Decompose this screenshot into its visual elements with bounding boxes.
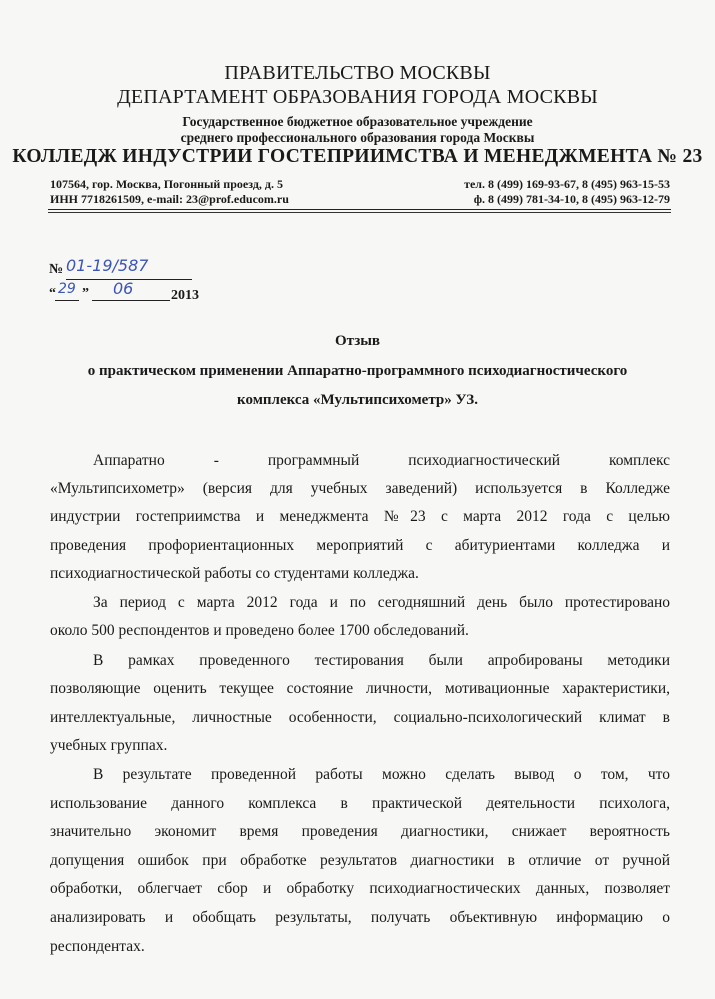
reference-number-label: № bbox=[49, 262, 64, 277]
body-line: обработки, облегчает сбор и обработку психодиагностических данных, позволяет bbox=[50, 880, 670, 897]
body-line: «Мультипсихометр» (версия для учебных заведений) используется в Колледже bbox=[50, 480, 670, 497]
body-line: психодиагностической работы со студентами колледжа. bbox=[50, 565, 419, 582]
body-line: использование данного комплекса в практической деятельности психолога, bbox=[50, 795, 670, 812]
letterhead-government: ПРАВИТЕЛЬСТВО МОСКВЫ bbox=[224, 62, 491, 84]
letterhead-divider-thin bbox=[48, 212, 671, 213]
body-line: интеллектуальные, личностные особенности, социально-психологический климат в bbox=[50, 709, 670, 726]
letterhead-address: 107564, гор. Москва, Погонный проезд, д. 5 bbox=[50, 177, 283, 191]
letterhead-institution-line2: среднего профессионального образования города Москвы bbox=[180, 130, 535, 145]
date-quote-open: “ bbox=[49, 286, 56, 301]
body-line: Аппаратно - программный психодиагностический комплекс bbox=[93, 452, 670, 469]
letterhead-divider bbox=[48, 209, 671, 210]
date-year: 2013 bbox=[171, 288, 199, 303]
letterhead-inn-email: ИНН 7718261509, e-mail: 23@prof.educom.ru bbox=[50, 192, 289, 206]
reference-number-handwritten: 01-19/587 bbox=[66, 256, 149, 275]
letterhead-phone: тел. 8 (499) 169-93-67, 8 (495) 963-15-53 bbox=[464, 177, 670, 191]
document-subtitle-line1: о практическом применении Аппаратно-программного психодиагностического bbox=[87, 363, 628, 379]
body-line: допущения ошибок при обработке результатов диагностики в отличие от ручной bbox=[50, 852, 670, 869]
body-line: позволяющие оценить текущее состояние личности, мотивационные характеристики, bbox=[50, 680, 670, 697]
body-line: В результате проведенной работы можно сделать вывод о том, что bbox=[93, 766, 670, 783]
body-line: респондентах. bbox=[50, 938, 145, 955]
body-line: анализировать и обобщать результаты, получать объективную информацию о bbox=[50, 909, 670, 926]
body-line: учебных группах. bbox=[50, 737, 168, 754]
date-day-handwritten: 29 bbox=[58, 281, 76, 297]
letterhead-department: ДЕПАРТАМЕНТ ОБРАЗОВАНИЯ ГОРОДА МОСКВЫ bbox=[117, 86, 598, 108]
date-quote-close: ” bbox=[82, 286, 89, 301]
document-subtitle-line2: комплекса «Мультипсихометр» УЗ. bbox=[237, 392, 478, 408]
body-line: около 500 респондентов и проведено более 1700 обследований. bbox=[50, 622, 469, 639]
letterhead-college-name: КОЛЛЕДЖ ИНДУСТРИИ ГОСТЕПРИИМСТВА И МЕНЕДЖМЕНТА № 23 bbox=[12, 146, 703, 167]
body-line: индустрии гостеприимства и менеджмента №23 с марта 2012 года с целью bbox=[50, 508, 670, 525]
body-line: проведения профориентационных мероприятий с абитуриентами колледжа и bbox=[50, 537, 670, 554]
body-line: значительно экономит время проведения диагностики, снижает вероятность bbox=[50, 823, 670, 840]
body-line: За период с марта 2012 года и по сегодняшний день было протестировано bbox=[93, 594, 670, 611]
letterhead-fax: ф. 8 (499) 781-34-10, 8 (495) 963-12-79 bbox=[473, 192, 670, 206]
letterhead-institution-line1: Государственное бюджетное образовательное учреждение bbox=[182, 114, 533, 129]
document-title: Отзыв bbox=[334, 333, 381, 349]
body-line: В рамках проведенного тестирования были апробированы методики bbox=[93, 652, 670, 669]
date-day-underline bbox=[55, 300, 79, 301]
date-month-handwritten: 06 bbox=[113, 279, 134, 298]
date-month-underline bbox=[92, 300, 170, 301]
